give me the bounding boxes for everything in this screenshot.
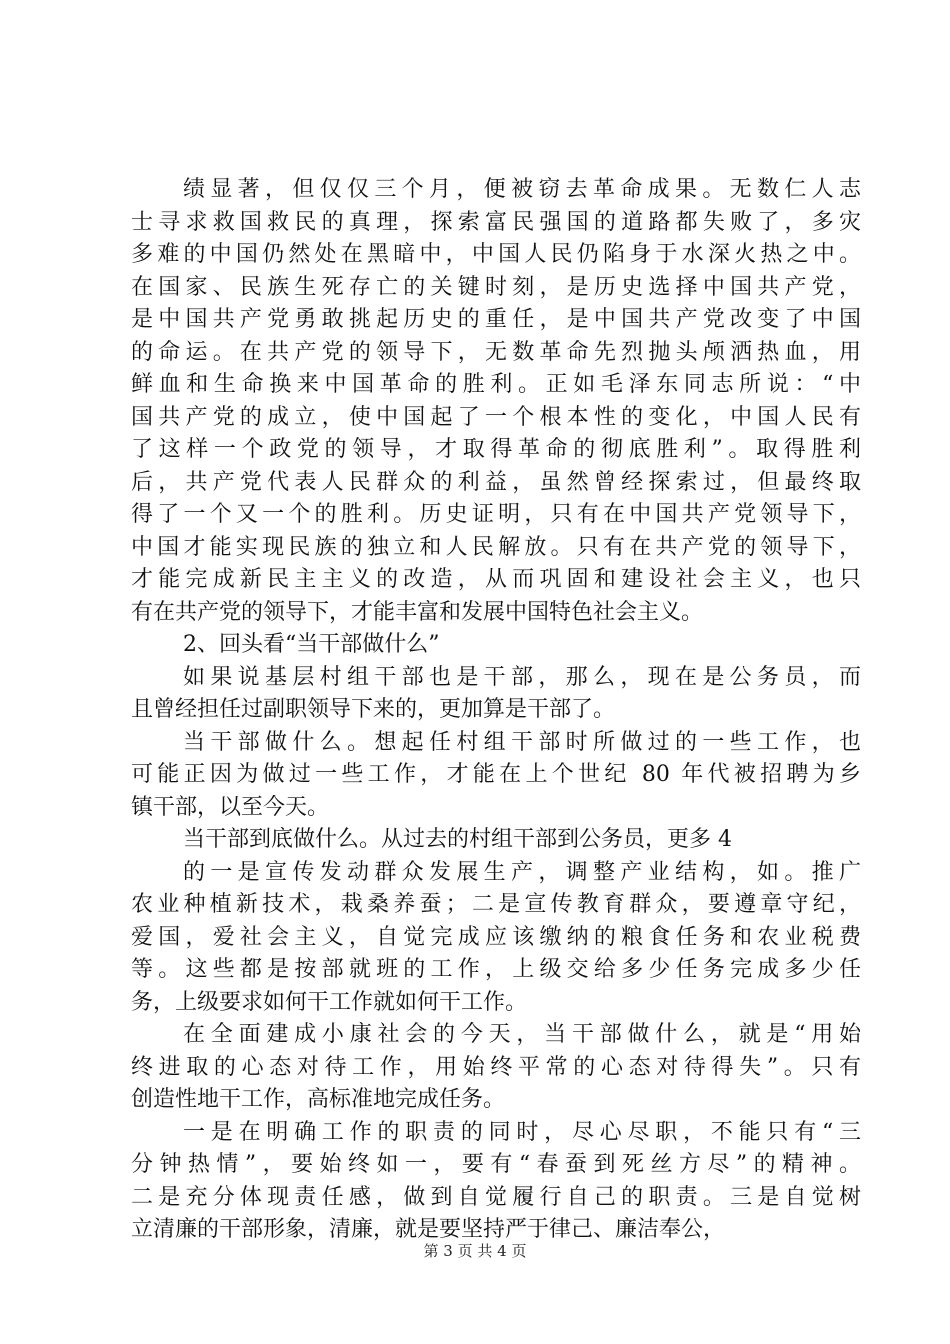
text-line: 绩显著，但仅仅三个月，便被窃去革命成果。无数仁人志 bbox=[183, 177, 861, 202]
text-line: 是中国共产党勇敢挑起历史的重任，是中国共产党改变了中国 bbox=[131, 307, 861, 332]
text-line: 如果说基层村组干部也是干部，那么，现在是公务员，而 bbox=[183, 664, 861, 690]
text-line: 中国才能实现民族的独立和人民解放。只有在共产党的领导下， bbox=[131, 534, 861, 560]
text-line: 的一是宣传发动群众发展生产，调整产业结构，如。推广 bbox=[183, 859, 861, 885]
text-line: 在全面建成小康社会的今天，当干部做什么，就是“用始 bbox=[183, 1022, 861, 1047]
text-line: 分钟热情”，要始终如一，要有“春蚕到死丝方尽”的精神。 bbox=[131, 1152, 861, 1177]
text-line: 立清廉的干部形象，清廉，就是要坚持严于律己、廉洁奉公， bbox=[131, 1217, 726, 1242]
text-line: 务，上级要求如何干工作就如何干工作。 bbox=[131, 989, 528, 1015]
text-line: 二是充分体现责任感，做到自觉履行自己的职责。三是自觉树 bbox=[131, 1184, 861, 1210]
text-line: 当干部做什么。想起任村组干部时所做过的一些工作，也 bbox=[183, 729, 861, 755]
text-line: 可能正因为做过一些工作，才能在上个世纪 80 年代被招聘为乡 bbox=[131, 762, 861, 787]
text-line: 创造性地干工作，高标准地完成任务。 bbox=[131, 1087, 506, 1112]
text-line: 士寻求救国救民的真理，探索富民强国的道路都失败了，多灾 bbox=[131, 209, 861, 235]
text-line: 了这样一个政党的领导，才取得革命的彻底胜利”。取得胜利 bbox=[131, 437, 861, 462]
text-line: 有在共产党的领导下，才能丰富和发展中国特色社会主义。 bbox=[131, 599, 704, 625]
text-line: 在国家、民族生死存亡的关键时刻，是历史选择中国共产党， bbox=[131, 274, 861, 300]
text-line: 爱国，爱社会主义，自觉完成应该缴纳的粮食任务和农业税费 bbox=[131, 924, 861, 950]
text-line: 等。这些都是按部就班的工作，上级交给多少任务完成多少任 bbox=[131, 957, 861, 982]
text-line: 多难的中国仍然处在黑暗中，中国人民仍陷身于水深火热之中。 bbox=[131, 242, 861, 267]
text-line: 后，共产党代表人民群众的利益，虽然曾经探索过，但最终取 bbox=[131, 469, 861, 495]
text-line: 才能完成新民主主义的改造，从而巩固和建设社会主义，也只 bbox=[131, 567, 861, 592]
text-line: 的命运。在共产党的领导下，无数革命先烈抛头颅洒热血，用 bbox=[131, 339, 861, 365]
document-body bbox=[131, 174, 861, 1247]
text-line: 得了一个又一个的胜利。历史证明，只有在中国共产党领导下， bbox=[131, 502, 861, 527]
text-line: 镇干部，以至今天。 bbox=[131, 794, 330, 820]
text-line: 终进取的心态对待工作，用始终平常的心态对待得失”。只有 bbox=[131, 1054, 861, 1080]
text-line: 2、回头看“当干部做什么” bbox=[183, 632, 440, 657]
text-line: 一是在明确工作的职责的同时，尽心尽职，不能只有“三 bbox=[183, 1119, 861, 1145]
text-line: 且曾经担任过副职领导下来的，更加算是干部了。 bbox=[131, 697, 616, 722]
text-line: 鲜血和生命换来中国革命的胜利。正如毛泽东同志所说：“中 bbox=[131, 372, 861, 397]
text-line: 农业种植新技术，栽桑养蚕；二是宣传教育群众，要遵章守纪， bbox=[131, 892, 861, 917]
page-footer: 第 3 页 共 4 页 bbox=[423, 1242, 527, 1260]
text-line: 国共产党的成立，使中国起了一个根本性的变化，中国人民有 bbox=[131, 404, 861, 430]
text-line: 当干部到底做什么。从过去的村组干部到公务员，更多 4 bbox=[183, 827, 732, 852]
